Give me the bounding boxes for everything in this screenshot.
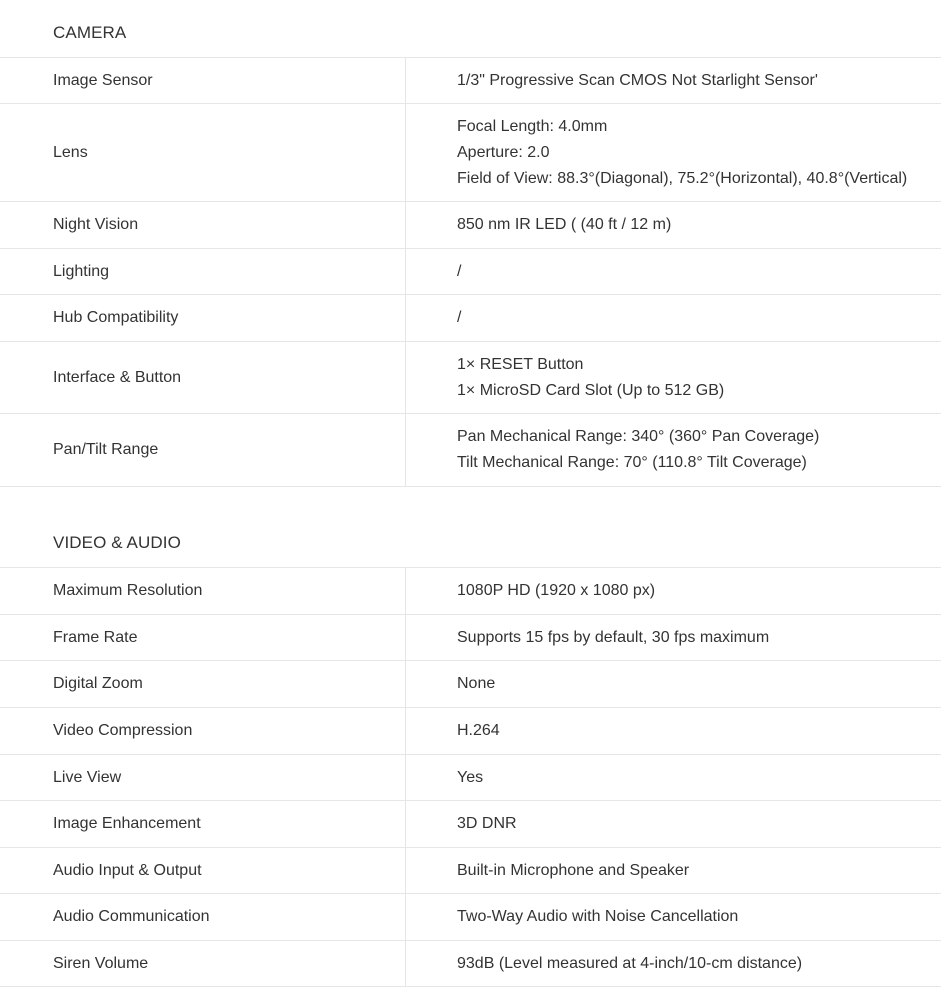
spec-label: Maximum Resolution [0,568,406,614]
spec-value-line: / [457,309,462,326]
spec-row-digital-zoom [0,661,941,708]
spec-label: Live View [0,755,406,800]
spec-value [406,249,941,294]
spec-label: Video Compression [0,708,406,754]
spec-value-line: 1080P HD (1920 x 1080 px) [457,582,656,599]
spec-value-line: 93dB (Level measured at 4-inch/10-cm distance) [457,954,803,972]
spec-label: Digital Zoom [0,661,406,707]
spec-value-line: Built-in Microphone and Speaker [457,861,690,879]
spec-value-line: Tilt Mechanical Range: 70° (110.8° Tilt Coverage) [457,454,807,471]
video-audio-section [0,510,941,987]
spec-label: Interface & Button [0,342,406,413]
spec-value-line: Yes [457,768,484,786]
spec-row-siren-volume [0,941,941,987]
spec-row-live-view [0,755,941,801]
spec-value [406,848,941,893]
spec-value [406,708,941,754]
spec-label: Lighting [0,249,406,294]
spec-label: Night Vision [0,202,406,248]
spec-value-line: 1× MicroSD Card Slot (Up to 512 GB) [457,381,725,399]
spec-row-pan-tilt-range [0,414,941,487]
spec-label: Hub Compatibility [0,295,406,341]
spec-label: Image Sensor [0,58,406,103]
section-title-camera: CAMERA [0,0,941,58]
spec-label: Frame Rate [0,615,406,660]
spec-row-frame-rate [0,615,941,661]
spec-value [406,202,941,248]
spec-row-night-vision [0,202,941,249]
spec-value-line: Focal Length: 4.0mm [457,117,608,135]
spec-value-line: Pan Mechanical Range: 340° (360° Pan Coverage) [457,428,820,445]
camera-section [0,0,941,487]
spec-value [406,661,941,707]
spec-value [406,414,941,486]
spec-label: Lens [0,104,406,201]
spec-value [406,941,941,986]
spec-value-line: Two-Way Audio with Noise Cancellation [457,908,739,925]
spec-value [406,615,941,660]
spec-value-line: 3D DNR [457,815,517,832]
spec-row-lens [0,104,941,202]
spec-value-line: None [457,675,496,692]
spec-row-video-compression [0,708,941,755]
spec-value [406,568,941,614]
spec-value-line: / [457,262,462,280]
spec-value [406,894,941,940]
spec-row-image-sensor [0,58,941,104]
spec-label: Image Enhancement [0,801,406,847]
spec-value [406,801,941,847]
spec-label: Audio Input & Output [0,848,406,893]
spec-row-lighting [0,249,941,295]
spec-value-line: Supports 15 fps by default, 30 fps maximum [457,628,770,646]
section-title-video-audio: VIDEO & AUDIO [0,510,941,568]
spec-value-line: 1× RESET Button [457,355,584,373]
spec-row-audio-input-output [0,848,941,894]
spec-row-image-enhancement [0,801,941,848]
spec-row-audio-communication [0,894,941,941]
spec-value-line: 1/3" Progressive Scan CMOS Not Starlight Sensor' [457,71,818,89]
spec-value-line: 850 nm IR LED ( (40 ft / 12 m) [457,216,672,233]
spec-value-line: H.264 [457,722,500,739]
spec-value [406,755,941,800]
spec-row-maximum-resolution [0,568,941,615]
spec-value-line: Field of View: 88.3°(Diagonal), 75.2°(Horizontal), 40.8°(Vertical) [457,169,908,187]
spec-row-interface-button [0,342,941,414]
spec-value [406,58,941,103]
spec-value [406,104,941,201]
spec-value [406,295,941,341]
spec-row-hub-compatibility [0,295,941,342]
spec-label: Pan/Tilt Range [0,414,406,486]
spec-value [406,342,941,413]
spec-label: Siren Volume [0,941,406,986]
spec-label: Audio Communication [0,894,406,940]
section-gap [0,487,941,510]
spec-value-line: Aperture: 2.0 [457,143,550,161]
